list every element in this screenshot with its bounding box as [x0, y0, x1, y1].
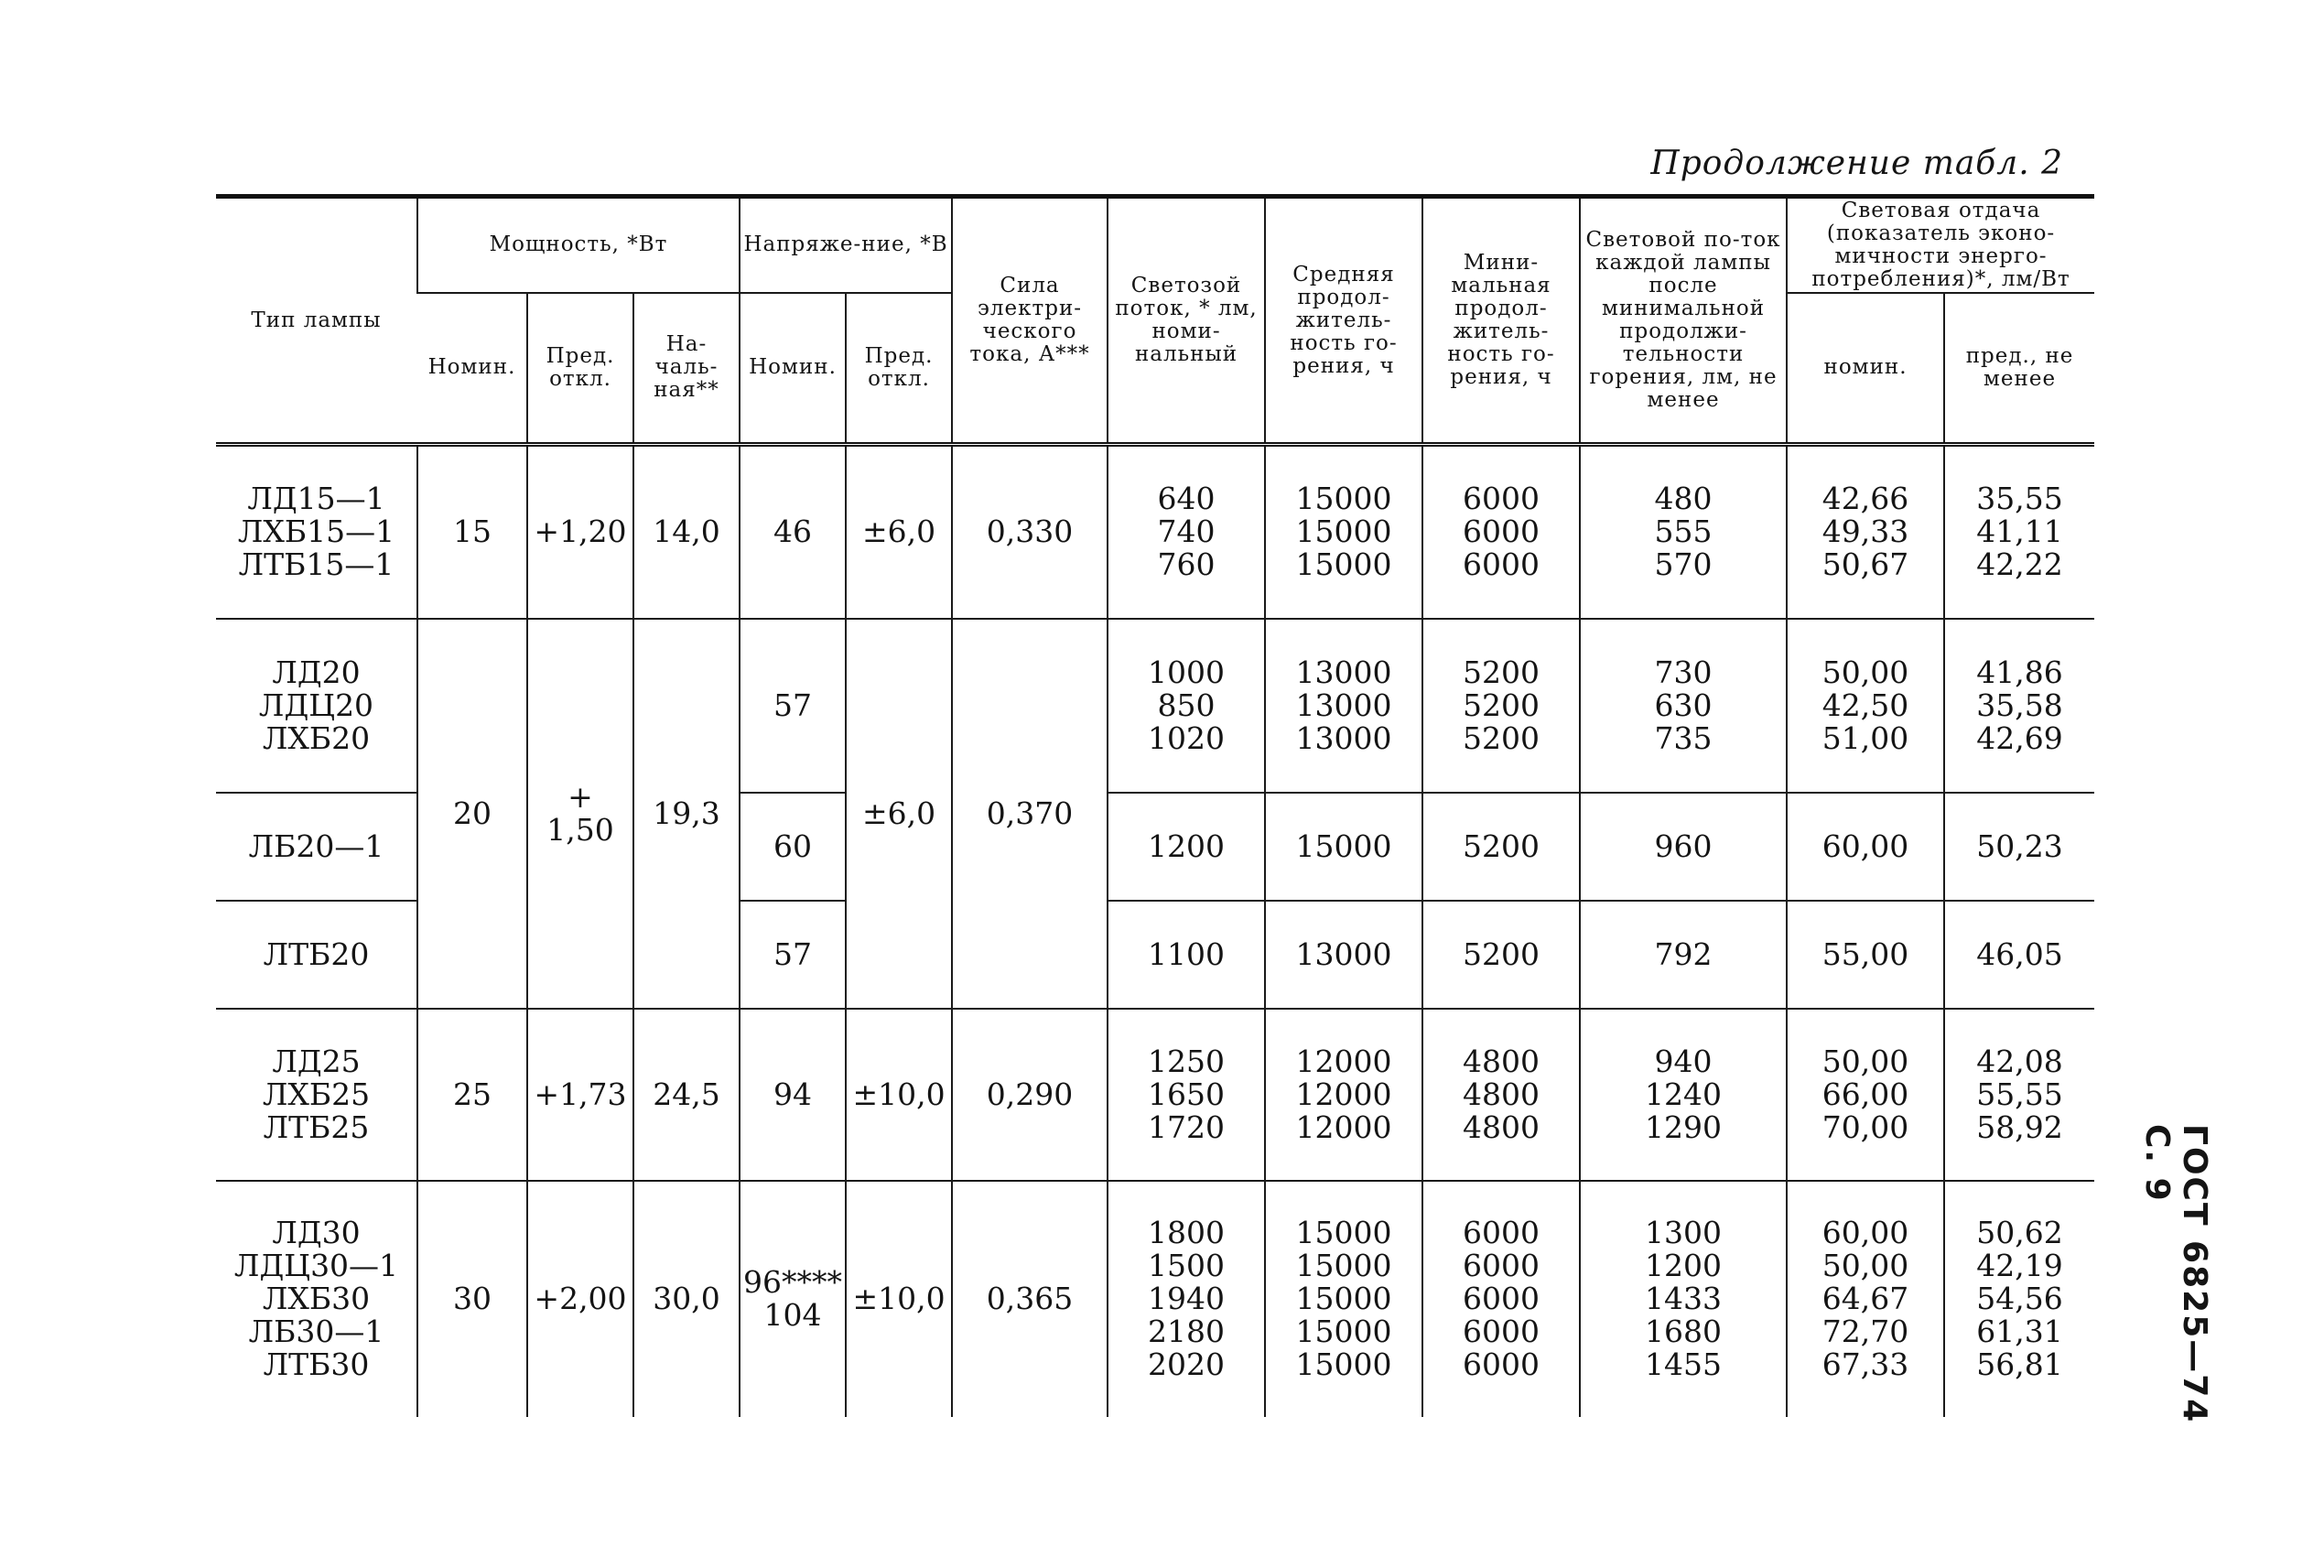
efficacy-nominal-value: 66,00 — [1821, 1076, 1909, 1112]
minimum-life-value: 4800 — [1463, 1076, 1540, 1112]
average-life-cell — [1265, 1009, 1422, 1181]
efficacy-nominal-value: 50,00 — [1821, 1248, 1909, 1283]
minimum-life-cell — [1422, 1181, 1580, 1417]
efficacy-minimum-value: 42,22 — [1976, 546, 2063, 583]
header-flux-after-life: Световой по-ток каждой лампы после минимальной продолжи-тельности горения, лм, не менее — [1580, 197, 1787, 445]
flux-after-value: 940 — [1654, 1043, 1713, 1079]
flux-value: 1800 — [1148, 1215, 1226, 1250]
flux-cell — [1108, 619, 1265, 793]
flux-value: 1000 — [1148, 654, 1226, 690]
efficacy-minimum-cell — [1944, 1181, 2094, 1417]
flux-after-cell — [1580, 619, 1787, 793]
voltage-deviation-cell: ±6,0 — [846, 619, 952, 1009]
header-efficacy: Световая отдача (показатель эконо-мичности энерго-потребления)*, лм/Вт — [1787, 197, 2094, 293]
flux-cell — [1108, 1181, 1265, 1417]
flux-cell — [1108, 1009, 1265, 1181]
flux-after-cell — [1580, 445, 1787, 619]
table-row — [216, 445, 2094, 619]
minimum-life-value: 5200 — [1463, 654, 1540, 690]
efficacy-minimum-cell: 50,23 — [1944, 793, 2094, 901]
minimum-life-cell — [1422, 1009, 1580, 1181]
lamp-type-cell — [216, 1009, 417, 1181]
voltage-nominal-cell: 46 — [740, 445, 846, 619]
lamp-type-cell: ЛБ20—1 — [216, 793, 417, 901]
efficacy-nominal-value: 67,33 — [1821, 1346, 1909, 1382]
minimum-life-value: 6000 — [1463, 481, 1540, 517]
flux-after-value: 1433 — [1645, 1281, 1723, 1316]
efficacy-minimum-value: 54,56 — [1976, 1281, 2063, 1316]
table-caption: Продолжение табл. 2 — [1650, 145, 2063, 182]
lamp-spec-table — [216, 194, 2094, 1417]
lamp-type: ЛТБ30 — [263, 1346, 370, 1382]
lamp-type: ЛХБ15—1 — [237, 514, 395, 550]
header-voltage-deviation: Пред. откл. — [846, 293, 952, 445]
average-life-value: 15000 — [1295, 546, 1392, 583]
efficacy-nominal-cell — [1787, 619, 1944, 793]
efficacy-minimum-cell — [1944, 619, 2094, 793]
efficacy-minimum-value: 35,58 — [1976, 687, 2063, 723]
minimum-life-value: 5200 — [1463, 719, 1540, 756]
efficacy-nominal-cell: 60,00 — [1787, 793, 1944, 901]
minimum-life-value: 6000 — [1463, 1215, 1540, 1250]
header-voltage-nominal: Номин. — [740, 293, 846, 445]
flux-cell: 1200 — [1108, 793, 1265, 901]
minimum-life-value: 6000 — [1463, 1281, 1540, 1316]
lamp-type: ЛХБ25 — [262, 1076, 371, 1112]
average-life-value: 12000 — [1295, 1076, 1392, 1112]
average-life-value: 15000 — [1295, 1215, 1392, 1250]
flux-value: 2180 — [1148, 1314, 1226, 1349]
efficacy-nominal-value: 60,00 — [1821, 1215, 1909, 1250]
lamp-type-cell — [216, 1181, 417, 1417]
flux-value: 2020 — [1148, 1346, 1226, 1382]
flux-after-cell: 792 — [1580, 901, 1787, 1009]
flux-value: 1720 — [1148, 1108, 1226, 1145]
power-nominal-cell: 20 — [417, 619, 527, 1009]
header-power: Мощность, *Вт — [417, 197, 740, 293]
efficacy-minimum-value: 35,55 — [1976, 481, 2063, 517]
header-power-nominal: Номин. — [417, 293, 527, 445]
efficacy-minimum-cell — [1944, 445, 2094, 619]
flux-after-value: 570 — [1654, 546, 1713, 583]
voltage-nominal-cell: 94 — [740, 1009, 846, 1181]
average-life-value: 13000 — [1295, 687, 1392, 723]
efficacy-nominal-value: 50,67 — [1821, 546, 1909, 583]
efficacy-nominal-cell — [1787, 445, 1944, 619]
voltage-nominal-value: 96**** — [743, 1264, 843, 1300]
lamp-type-cell — [216, 445, 417, 619]
flux-value: 850 — [1157, 687, 1216, 723]
efficacy-minimum-value: 55,55 — [1976, 1076, 2063, 1112]
efficacy-nominal-cell: 55,00 — [1787, 901, 1944, 1009]
flux-after-value: 1680 — [1645, 1314, 1723, 1349]
flux-after-value: 1300 — [1645, 1215, 1723, 1250]
flux-value: 740 — [1157, 514, 1216, 550]
power-initial-cell: 30,0 — [633, 1181, 740, 1417]
flux-value: 1940 — [1148, 1281, 1226, 1316]
average-life-value: 15000 — [1295, 1248, 1392, 1283]
lamp-type: ЛД20 — [272, 654, 361, 690]
average-life-cell — [1265, 619, 1422, 793]
efficacy-nominal-value: 72,70 — [1821, 1314, 1909, 1349]
voltage-nominal-value: 104 — [763, 1297, 822, 1333]
average-life-value: 13000 — [1295, 654, 1392, 690]
lamp-type: ЛТБ25 — [263, 1108, 370, 1145]
lamp-type: ЛХБ30 — [262, 1281, 371, 1316]
header-average-life: Средняя продол-житель-ность го-рения, ч — [1265, 197, 1422, 445]
flux-after-value: 735 — [1654, 719, 1713, 756]
header-efficacy-minimum: пред., не менее — [1944, 293, 2094, 445]
minimum-life-cell — [1422, 445, 1580, 619]
efficacy-minimum-value: 42,08 — [1976, 1043, 2063, 1079]
minimum-life-cell — [1422, 619, 1580, 793]
power-deviation-cell: +2,00 — [527, 1181, 633, 1417]
lamp-type: ЛДЦ30—1 — [233, 1248, 399, 1283]
efficacy-nominal-value: 70,00 — [1821, 1108, 1909, 1145]
efficacy-minimum-cell — [1944, 1009, 2094, 1181]
flux-after-value: 630 — [1654, 687, 1713, 723]
average-life-value: 15000 — [1295, 1314, 1392, 1349]
power-initial-cell: 14,0 — [633, 445, 740, 619]
lamp-type: ЛДЦ20 — [258, 687, 374, 723]
minimum-life-value: 6000 — [1463, 1248, 1540, 1283]
efficacy-minimum-value: 61,31 — [1976, 1314, 2063, 1349]
minimum-life-value: 6000 — [1463, 1346, 1540, 1382]
efficacy-nominal-value: 42,50 — [1821, 687, 1909, 723]
flux-after-value: 480 — [1654, 481, 1713, 517]
table-row — [216, 619, 2094, 793]
efficacy-minimum-value: 41,86 — [1976, 654, 2063, 690]
table-row — [216, 1181, 2094, 1417]
power-nominal-cell: 30 — [417, 1181, 527, 1417]
voltage-deviation-cell: ±10,0 — [846, 1009, 952, 1181]
flux-after-value: 1240 — [1645, 1076, 1723, 1112]
average-life-value: 12000 — [1295, 1043, 1392, 1079]
efficacy-minimum-value: 58,92 — [1976, 1108, 2063, 1145]
power-deviation-cell: +1,20 — [527, 445, 633, 619]
power-deviation-cell: +1,73 — [527, 1009, 633, 1181]
minimum-life-value: 6000 — [1463, 1314, 1540, 1349]
average-life-value: 15000 — [1295, 1346, 1392, 1382]
average-life-cell: 15000 — [1265, 793, 1422, 901]
efficacy-nominal-value: 42,66 — [1821, 481, 1909, 517]
header-minimum-life: Мини-мальная продол-житель-ность го-рения, ч — [1422, 197, 1580, 445]
efficacy-minimum-value: 50,62 — [1976, 1215, 2063, 1250]
average-life-cell — [1265, 445, 1422, 619]
flux-after-value: 1290 — [1645, 1108, 1723, 1145]
header-current: Сила электри-ческого тока, А*** — [952, 197, 1108, 445]
lamp-type-cell: ЛТБ20 — [216, 901, 417, 1009]
flux-value: 1650 — [1148, 1076, 1226, 1112]
efficacy-nominal-value: 50,00 — [1821, 654, 1909, 690]
header-voltage: Напряже-ние, *В — [740, 197, 952, 293]
average-life-value: 13000 — [1295, 719, 1392, 756]
efficacy-minimum-value: 41,11 — [1976, 514, 2063, 550]
standard-page-mark: ГОСТ 6825—74 С. 9 — [2138, 1124, 2213, 1424]
power-nominal-cell: 15 — [417, 445, 527, 619]
flux-after-value: 1200 — [1645, 1248, 1723, 1283]
power-initial-cell: 24,5 — [633, 1009, 740, 1181]
power-initial-cell: 19,3 — [633, 619, 740, 1009]
lamp-type: ЛТБ15—1 — [238, 546, 395, 583]
voltage-nominal-cell — [740, 1181, 846, 1417]
minimum-life-value: 5200 — [1463, 687, 1540, 723]
efficacy-nominal-cell — [1787, 1181, 1944, 1417]
current-cell: 0,365 — [952, 1181, 1108, 1417]
efficacy-nominal-value: 50,00 — [1821, 1043, 1909, 1079]
flux-after-value: 1455 — [1645, 1346, 1723, 1382]
lamp-type-cell — [216, 619, 417, 793]
header-luminous-flux: Светозой поток, * лм, номи-нальный — [1108, 197, 1265, 445]
flux-cell: 1100 — [1108, 901, 1265, 1009]
flux-after-value: 555 — [1654, 514, 1713, 550]
flux-value: 1020 — [1148, 719, 1226, 756]
average-life-cell: 13000 — [1265, 901, 1422, 1009]
efficacy-nominal-value: 51,00 — [1821, 719, 1909, 756]
flux-value: 1500 — [1148, 1248, 1226, 1283]
efficacy-nominal-value: 49,33 — [1821, 514, 1909, 550]
flux-value: 760 — [1157, 546, 1216, 583]
efficacy-nominal-value: 64,67 — [1821, 1281, 1909, 1316]
current-cell: 0,370 — [952, 619, 1108, 1009]
lamp-type: ЛД30 — [272, 1215, 361, 1250]
flux-value: 640 — [1157, 481, 1216, 517]
lamp-type: ЛБ30—1 — [248, 1314, 384, 1349]
efficacy-minimum-value: 42,19 — [1976, 1248, 2063, 1283]
average-life-value: 12000 — [1295, 1108, 1392, 1145]
lamp-type: ЛХБ20 — [262, 719, 371, 756]
flux-cell — [1108, 445, 1265, 619]
minimum-life-cell: 5200 — [1422, 793, 1580, 901]
flux-after-cell: 960 — [1580, 793, 1787, 901]
flux-after-cell — [1580, 1009, 1787, 1181]
minimum-life-cell: 5200 — [1422, 901, 1580, 1009]
voltage-nominal-cell: 60 — [740, 793, 846, 901]
minimum-life-value: 4800 — [1463, 1043, 1540, 1079]
header-power-deviation: Пред. откл. — [527, 293, 633, 445]
average-life-value: 15000 — [1295, 481, 1392, 517]
efficacy-minimum-cell: 46,05 — [1944, 901, 2094, 1009]
power-deviation-cell: + 1,50 — [527, 619, 633, 1009]
current-cell: 0,290 — [952, 1009, 1108, 1181]
average-life-value: 15000 — [1295, 1281, 1392, 1316]
efficacy-minimum-value: 42,69 — [1976, 719, 2063, 756]
efficacy-nominal-cell — [1787, 1009, 1944, 1181]
lamp-type: ЛД25 — [272, 1043, 361, 1079]
average-life-value: 15000 — [1295, 514, 1392, 550]
power-nominal-cell: 25 — [417, 1009, 527, 1181]
flux-value: 1250 — [1148, 1043, 1226, 1079]
voltage-nominal-cell: 57 — [740, 619, 846, 793]
flux-after-cell — [1580, 1181, 1787, 1417]
voltage-deviation-cell: ±10,0 — [846, 1181, 952, 1417]
header-efficacy-nominal: номин. — [1787, 293, 1944, 445]
voltage-nominal-cell: 57 — [740, 901, 846, 1009]
average-life-cell — [1265, 1181, 1422, 1417]
table-row — [216, 1009, 2094, 1181]
voltage-deviation-cell: ±6,0 — [846, 445, 952, 619]
efficacy-minimum-value: 56,81 — [1976, 1346, 2063, 1382]
minimum-life-value: 4800 — [1463, 1108, 1540, 1145]
lamp-type: ЛД15—1 — [247, 481, 385, 517]
header-lamp-type: Тип лампы — [216, 197, 417, 445]
minimum-life-value: 6000 — [1463, 514, 1540, 550]
header-power-initial: На-чаль-ная** — [633, 293, 740, 445]
flux-after-value: 730 — [1654, 654, 1713, 690]
minimum-life-value: 6000 — [1463, 546, 1540, 583]
current-cell: 0,330 — [952, 445, 1108, 619]
